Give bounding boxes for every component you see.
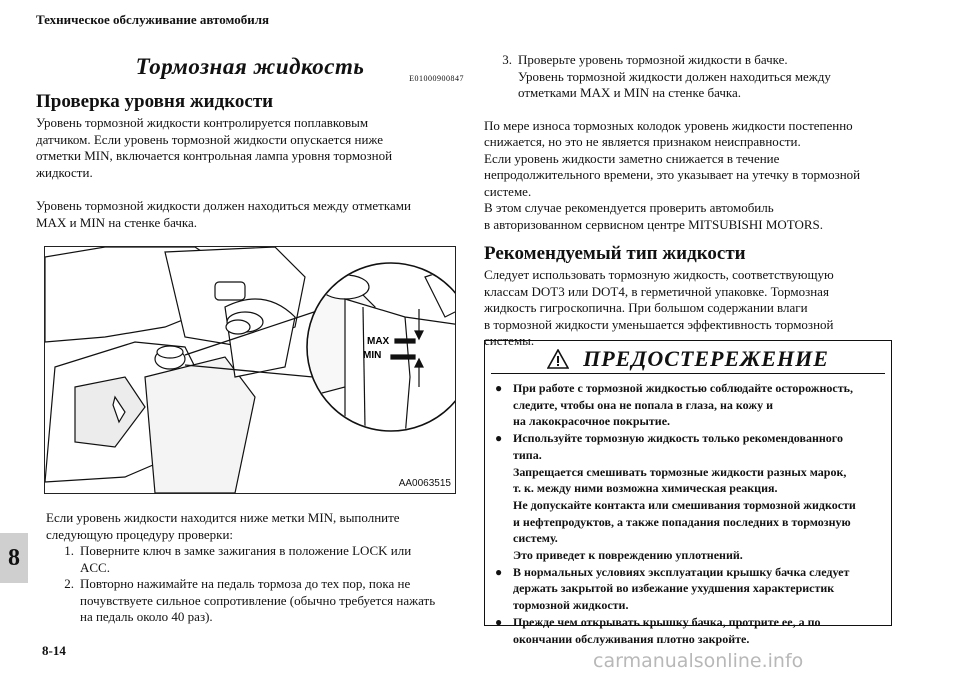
text-line: Это приведет к повреждению уплотнений. [513, 548, 743, 563]
text-line: классам DOT3 или DOT4, в герметичной упаковке. Тормозная [484, 283, 829, 299]
brake-reservoir-figure [44, 246, 456, 494]
text-line: Прежде чем открывать крышку бачка, протрите ее, а по [513, 614, 821, 629]
text-line: датчиком. Если уровень тормозной жидкости опускается ниже [36, 131, 383, 147]
text-line: следите, чтобы она не попала в глаза, на кожу и [513, 397, 773, 412]
text-line: в тормозной жидкости уменьшается эффективность тормозной [484, 316, 834, 332]
warning-triangle-icon [547, 349, 569, 369]
text-line: Проверьте уровень тормозной жидкости в бачке. [518, 52, 788, 67]
warning-item: ● Используйте тормозную жидкость только рекомендованного типа. Запрещается смешивать тормозные жидкости разных марок, т. к. между ними возможна химическая реакция. Не допускайте контакта или смешивания тормозной жидкости и нефтепродуктов, а также попадания последних в тормозную систему. Это приведет к повреждению уплотнений. [495, 430, 881, 564]
fluid-type-heading: Рекомендуемый тип жидкости [484, 243, 746, 264]
reservoir-illustration [45, 247, 455, 493]
text-line: Следует использовать тормозную жидкость, соответствующую [484, 267, 834, 282]
text-line: В этом случае рекомендуется проверить автомобиль [484, 200, 774, 215]
left-column [36, 50, 464, 231]
watermark: carmanualsonline.info [593, 650, 804, 672]
text-line: отметки MIN, включается контрольная лампа уровня тормозной [36, 148, 393, 163]
procedure-steps-continued [484, 52, 894, 102]
text-line: Поверните ключ в замке зажигания в положение LOCK или [80, 543, 412, 558]
text-line: системе. [484, 183, 532, 199]
text-line: Повторно нажимайте на педаль тормоза до тех пор, пока не [80, 576, 411, 591]
text-line: типа. [513, 447, 542, 462]
running-header: Техническое обслуживание автомобиля [36, 12, 270, 27]
wear-paragraph [484, 118, 894, 234]
text-line: Уровень тормозной жидкости должен находиться между [518, 68, 831, 84]
text-line: следующую процедуру проверки: [46, 526, 234, 542]
text-line: системы. [484, 333, 535, 348]
warning-list [495, 380, 881, 647]
text-line: на педаль около 40 раз). [80, 609, 213, 624]
check-heading: Проверка уровня жидкости [36, 91, 274, 112]
section-tab-number: 8 [8, 544, 20, 571]
text-line: По мере износа тормозных колодок уровень жидкости постепенно [484, 117, 853, 133]
text-line: В нормальных условиях эксплуатации крышку бачка следует [513, 564, 850, 579]
text-line: тормозной жидкости. [513, 598, 629, 613]
text-line: т. к. между ними возможна химическая реакция. [513, 481, 778, 496]
max-mark-label: MAX [367, 336, 390, 347]
text-line: и нефтепродуктов, а также попадания последних в тормозную [513, 514, 851, 529]
warning-header [491, 345, 885, 374]
check-paragraph-2 [36, 198, 464, 231]
text-line: Не допускайте контакта или смешивания тормозной жидкости [513, 497, 856, 512]
text-line: Уровень тормозной жидкости контролируется поплавковым [36, 115, 369, 130]
text-line: непродолжительного времени, это указывает на утечку в тормозной [484, 167, 861, 182]
warning-item: ● В нормальных условиях эксплуатации крышку бачка следует держать закрытой во избежание ухудшения характеристик тормозной жидкости. [495, 564, 881, 614]
text-line: на лакокрасочное покрытие. [513, 414, 671, 429]
text-line: ACC. [80, 559, 110, 575]
warning-item: ● Прежде чем открывать крышку бачка, протрите ее, а по окончании обслуживания плотно закройте. [495, 614, 881, 647]
warning-box [484, 340, 892, 646]
text-line: При работе с тормозной жидкостью соблюдайте осторожность, [513, 381, 853, 395]
doc-code: E01000900847 [409, 74, 464, 83]
text-line: Используйте тормозную жидкость только рекомендованного [513, 431, 843, 446]
text-line: Запрещается смешивать тормозные жидкости разных марок, [513, 464, 847, 479]
page-number: 8-14 [42, 643, 66, 658]
text-line: окончании обслуживания плотно закройте. [513, 631, 750, 646]
text-line: MAX и MIN на стенке бачка. [36, 214, 198, 230]
text-line: Уровень тормозной жидкости должен находиться между отметками [36, 198, 411, 213]
text-line: Если уровень жидкости заметно снижается в течение [484, 150, 780, 166]
step-item: 1. Поверните ключ в замке зажигания в положение LOCK или ACC. [46, 543, 464, 576]
text-line: отметками MAX и MIN на стенке бачка. [518, 85, 742, 100]
text-line: Если уровень жидкости находится ниже метки MIN, выполните [46, 510, 400, 525]
step-item: 3. Проверьте уровень тормозной жидкости в бачке. Уровень тормозной жидкости должен находиться между отметками MAX и MIN на стенке бачка. [484, 52, 894, 102]
check-paragraph-1 [36, 115, 464, 181]
text-line: в авторизованном сервисном центре MITSUBISHI MOTORS. [484, 216, 824, 232]
figure-label: AA0063515 [398, 478, 451, 489]
text-line: почувствуете сильное сопротивление (обычно требуется нажать [80, 592, 436, 608]
page-title: Тормозная жидкость [135, 54, 365, 79]
text-line: жидкости. [36, 164, 93, 180]
text-line: снижается, но это не является признаком неисправности. [484, 134, 801, 149]
procedure-intro [46, 510, 464, 543]
procedure-steps [46, 543, 464, 626]
procedure-block [46, 510, 464, 626]
min-mark-label: MIN [363, 350, 382, 361]
warning-item: ● При работе с тормозной жидкостью соблюдайте осторожность, следите, чтобы она не попала в глаза, на кожу и на лакокрасочное покрытие. [495, 380, 881, 430]
text-line: жидкость гигроскопична. При большом содержании влаги [484, 300, 808, 315]
text-line: систему. [513, 531, 558, 546]
fluid-type-paragraph [484, 267, 894, 350]
right-column [484, 50, 894, 350]
section-tab [0, 533, 28, 583]
text-line: держать закрытой во избежание ухудшения характеристик [513, 581, 835, 596]
warning-title: ПРЕДОСТЕРЕЖЕНИЕ [583, 346, 829, 371]
step-item: 2. Повторно нажимайте на педаль тормоза до тех пор, пока не почувствуете сильное сопротивление (обычно требуется нажать на педаль около 40 раз). [46, 576, 464, 626]
